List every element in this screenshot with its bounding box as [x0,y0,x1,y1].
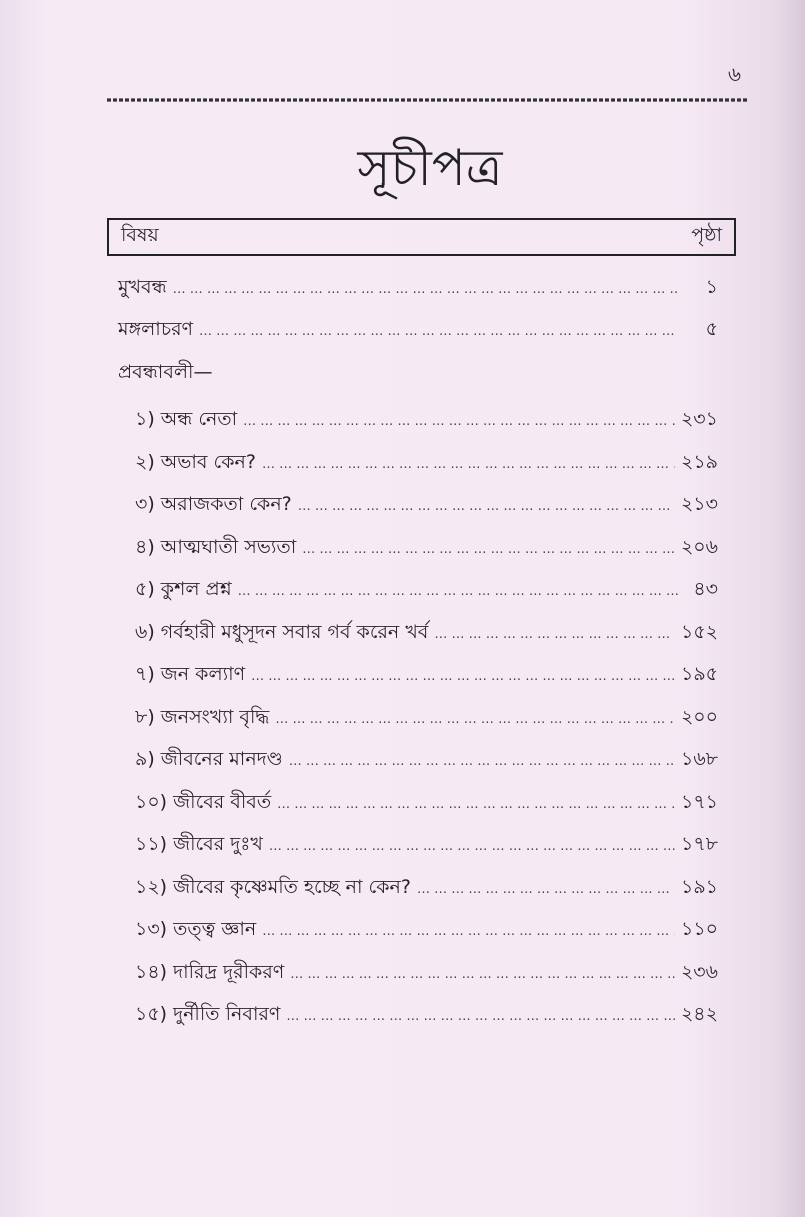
toc-entry-label: ৬) গর্বহারী মধুসূদন সবার গর্ব করেন খর্ব [135,620,429,643]
toc-entry-label: ৩) অরাজকতা কেন? [135,493,292,515]
toc-entry-label: ১০) জীবের বীবর্ত [135,790,272,813]
toc-entry [135,916,718,945]
header-subject: বিষয় [121,224,159,246]
toc-entry-page: ১ [705,276,718,298]
toc-entry-page: ২৩১ [680,408,718,430]
toc-entry-page: ২৪২ [680,1003,718,1025]
toc-entry-page: ২০০ [680,705,718,728]
dot-leader [262,919,675,945]
dot-leader [298,494,675,520]
toc-entry [135,789,718,818]
page-number: ৬ [728,62,742,86]
dot-leader [238,579,678,605]
toc-header [107,218,736,256]
toc-entry-label: ১৪) দারিদ্র দূরীকরণ [135,960,285,983]
dot-leader [243,409,675,435]
dot-leader [434,622,675,648]
toc-entry [135,661,718,690]
toc-entry-label: ৫) কুশল প্রশ্ন [135,578,232,600]
toc-entry-page: ৪৩ [693,578,718,600]
section-title: প্রবন্ধাবলী— [118,361,213,383]
toc-entry-page: ১৭১ [680,790,718,813]
toc-entry [135,959,718,988]
dot-leader [289,749,675,775]
toc-entry-page: ২১৯ [680,450,718,473]
toc-entry-label: ৮) জনসংখ্যা বৃদ্ধি [135,705,270,728]
toc-entry [135,449,718,478]
toc-entry-label: ৭) জন কল্যাণ [135,663,246,685]
toc-entry-label: ৯) জীবনের মানদণ্ড [135,748,283,770]
dot-leader [277,792,675,818]
toc-entry-label: ১৫) দুর্নীতি নিবারণ [135,1003,281,1025]
dot-leader [173,277,678,303]
toc-entry-label: ১৩) তত্ত্ব জ্ঞান [135,918,257,940]
toc-entry [135,576,718,605]
toc-entry [135,1001,718,1030]
dot-leader [290,962,675,988]
header-page: পৃষ্ঠা [691,224,722,246]
page-title: সূচীপত্র [357,139,503,197]
toc-entry [135,704,718,733]
toc-entry-page: ১৬৮ [680,748,718,770]
toc-entry [135,746,718,775]
toc-entry-page: ৫ [705,318,718,340]
toc-entry-label: মুখবন্ধ [118,276,167,298]
toc-entry [135,491,718,520]
toc-entry-page: ১১০ [680,918,718,940]
toc-entry [135,619,718,648]
dot-leader [251,664,675,690]
toc-entry-page: ২১৩ [680,493,718,515]
dot-leader [262,452,675,478]
dot-leader [286,1004,675,1030]
toc-entry-label: ২) অভাব কেন? [135,450,256,473]
dot-leader [269,834,675,860]
toc-entry [135,831,718,860]
toc-entry [135,534,718,563]
toc-entry-label: মঙ্গলাচরণ [118,318,194,340]
toc-entry-page: ১৯৫ [681,663,718,685]
toc-entry-page: ১৯১ [681,875,718,898]
dot-leader [302,537,675,563]
toc-entry-page: ২৩৬ [680,960,718,983]
toc-entry-label: ১১) জীবের দুঃখ [135,833,263,855]
toc-entry [118,274,718,303]
toc-entry-label: ১২) জীবের কৃষ্ণেমতি হচ্ছে না কেন? [135,875,411,898]
dot-leader [417,877,675,903]
toc-entry-label: ৪) আত্মঘাতী সভ্যতা [135,535,297,558]
dot-leader [199,319,678,345]
toc-entry [118,316,718,345]
decorative-rule [107,96,747,104]
toc-entry-page: ২০৬ [680,535,718,558]
toc-entry [135,406,718,435]
toc-entry-page: ১৫২ [680,620,718,643]
dot-leader [275,707,675,733]
toc-entry-page: ১৭৮ [680,833,718,855]
toc-entry-label: ১) অন্ধ নেতা [135,408,238,430]
toc-entry [135,874,718,903]
